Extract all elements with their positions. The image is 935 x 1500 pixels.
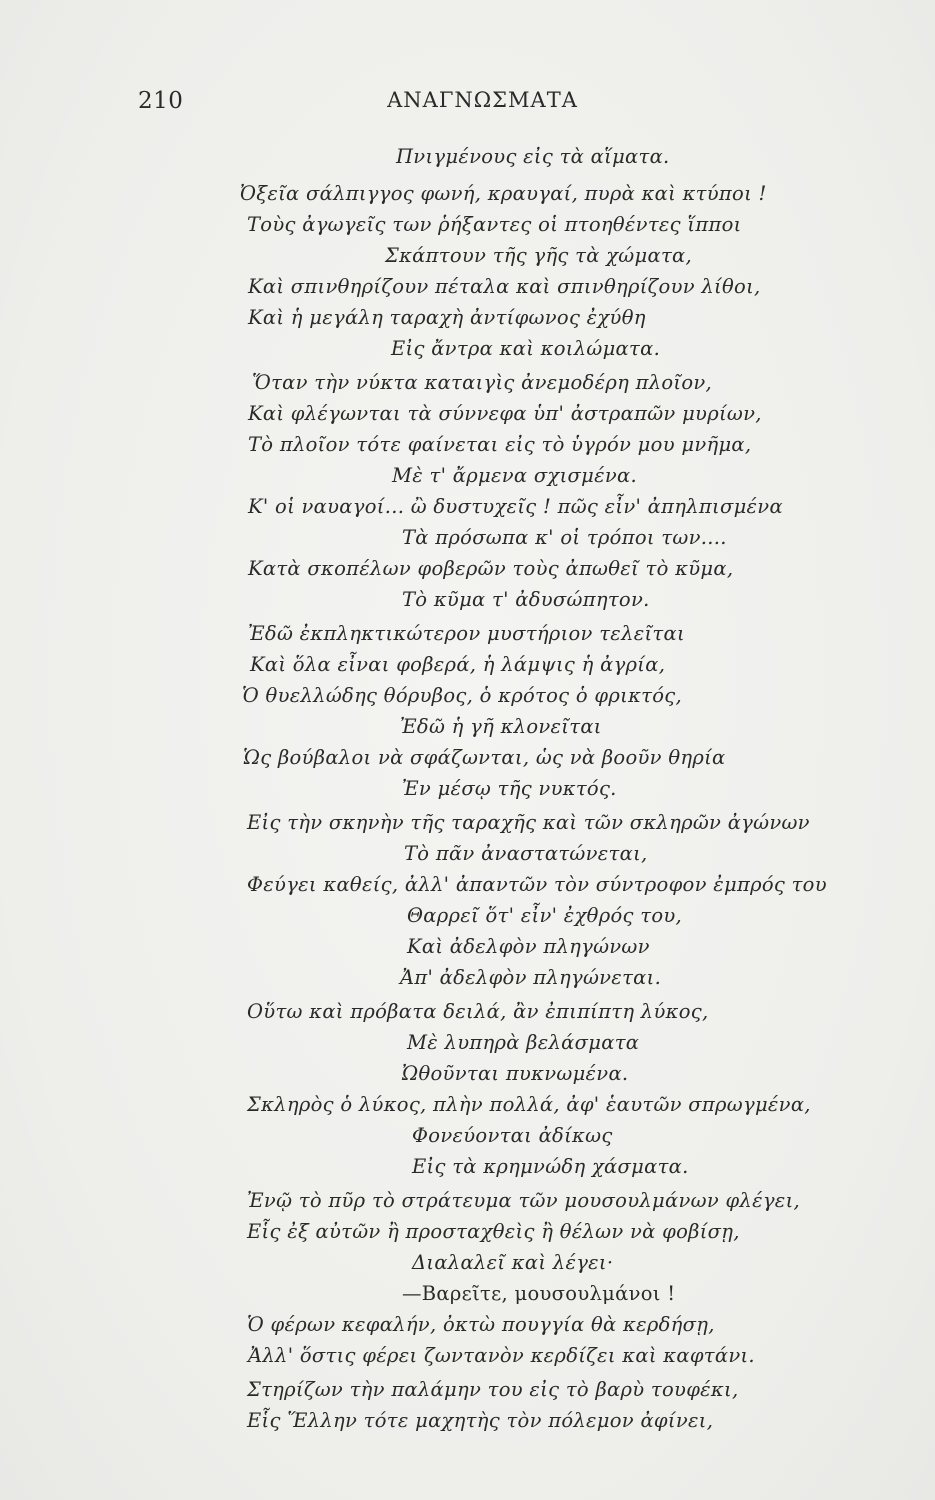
poem-line: Στηρίζων τὴν παλάμην του εἰς τὸ βαρὺ τουφέκι, [247, 1378, 739, 1401]
poem-line: Κ' οἱ ναυαγοί... ὢ δυστυχεῖς ! πῶς εἶν' ἀπηλπισμένα [248, 495, 783, 518]
poem-line: Ἀπ' ἀδελφὸν πληγώνεται. [400, 966, 662, 989]
poem-line: Ἐνῷ τὸ πῦρ τὸ στράτευμα τῶν μουσουλμάνων φλέγει, [247, 1189, 801, 1212]
poem-line: Τὸ πᾶν ἀναστατώνεται, [404, 842, 648, 865]
poem-line: Ὁ θυελλώδης θόρυβος, ὁ κρότος ὁ φρικτός, [242, 684, 683, 707]
poem-line: Καὶ φλέγωνται τὰ σύννεφα ὑπ' ἀστραπῶν μυρίων, [248, 402, 762, 425]
poem-line: Εἰς τὴν σκηνὴν τῆς ταραχῆς καὶ τῶν σκληρῶν ἀγώνων [247, 811, 810, 834]
poem-line: Θαρρεῖ ὅτ' εἶν' ἐχθρός του, [407, 904, 683, 927]
poem-line: Φονεύονται ἀδίκως [412, 1124, 613, 1147]
page-header [0, 88, 935, 128]
poem-line: Τὸ πλοῖον τότε φαίνεται εἰς τὸ ὑγρόν μου μνῆμα, [248, 433, 752, 456]
poem-line: Καὶ ἡ μεγάλη ταραχὴ ἀντίφωνος ἐχύθη [248, 306, 646, 329]
poem-line: Ὡς βούβαλοι νὰ σφάζωνται, ὡς νὰ βοοῦν θηρία [243, 746, 726, 769]
poem-line: Φεύγει καθείς, ἀλλ' ἀπαντῶν τὸν σύντροφον ἐμπρός του [247, 873, 827, 896]
poem-line: Ὠθοῦνται πυκνωμένα. [402, 1062, 629, 1085]
poem-line: —Βαρεῖτε, μουσουλμάνοι ! [402, 1282, 676, 1305]
poem-line: Ὁ φέρων κεφαλήν, ὀκτὼ πουγγία θὰ κερδήσῃ, [247, 1313, 715, 1336]
poem-line: Τὰ πρόσωπα κ' οἱ τρόποι των.... [402, 526, 727, 549]
poem-line: Καὶ ἀδελφὸν πληγώνων [407, 935, 650, 958]
page-number: 210 [138, 88, 184, 114]
poem-line: Μὲ τ' ἄρμενα σχισμένα. [392, 464, 638, 487]
poem-line: Εἷς Ἕλλην τότε μαχητὴς τὸν πόλεμον ἀφίνει, [247, 1409, 714, 1432]
poem-line: Εἰς ἄντρα καὶ κοιλώματα. [391, 337, 661, 360]
poem-line: Εἷς ἐξ αὐτῶν ἢ προσταχθεὶς ἢ θέλων νὰ φοβίσῃ, [247, 1220, 740, 1243]
poem-line: Ὅταν τὴν νύκτα καταιγὶς ἀνεμοδέρη πλοῖον, [252, 371, 713, 394]
poem-line: Ἐδῶ ἡ γῆ κλονεῖται [400, 715, 602, 738]
poem-line: Εἰς τὰ κρημνώδη χάσματα. [412, 1155, 689, 1178]
poem-line: Ἀλλ' ὅστις φέρει ζωντανὸν κερδίζει καὶ καφτάνι. [248, 1344, 755, 1367]
poem-line: Κατὰ σκοπέλων φοβερῶν τοὺς ἀπωθεῖ τὸ κῦμα, [248, 557, 734, 580]
poem-line: Μὲ λυπηρὰ βελάσματα [407, 1031, 640, 1054]
running-title: ΑΝΑΓΝΩΣΜΑΤΑ [387, 88, 578, 112]
poem-line: Καὶ σπινθηρίζουν πέταλα καὶ σπινθηρίζουν λίθοι, [248, 275, 761, 298]
poem-line: Ὀξεῖα σάλπιγγος φωνή, κραυγαί, πυρὰ καὶ κτύποι ! [240, 182, 767, 205]
poem-line: Τοὺς ἀγωγεῖς των ῥήξαντες οἱ πτοηθέντες ἵπποι [247, 213, 742, 236]
poem-line: Σκάπτουν τῆς γῆς τὰ χώματα, [385, 244, 693, 267]
poem-line: Τὸ κῦμα τ' ἀδυσώπητον. [402, 588, 650, 611]
poem-line: Διαλαλεῖ καὶ λέγει· [412, 1251, 614, 1274]
poem-line: Οὕτω καὶ πρόβατα δειλά, ἂν ἐπιπίπτη λύκος, [247, 1000, 709, 1023]
poem-line: Πνιγμένους εἰς τὰ αἵματα. [396, 145, 670, 168]
poem-line: Καὶ ὅλα εἶναι φοβερά, ἡ λάμψις ἡ ἀγρία, [250, 653, 666, 676]
poem-line: Σκληρὸς ὁ λύκος, πλὴν πολλά, ἀφ' ἑαυτῶν σπρωγμένα, [247, 1093, 811, 1116]
poem-line: Ἐν μέσῳ τῆς νυκτός. [402, 777, 617, 800]
poem-line: Ἐδῶ ἐκπληκτικώτερον μυστήριον τελεῖται [248, 622, 685, 645]
